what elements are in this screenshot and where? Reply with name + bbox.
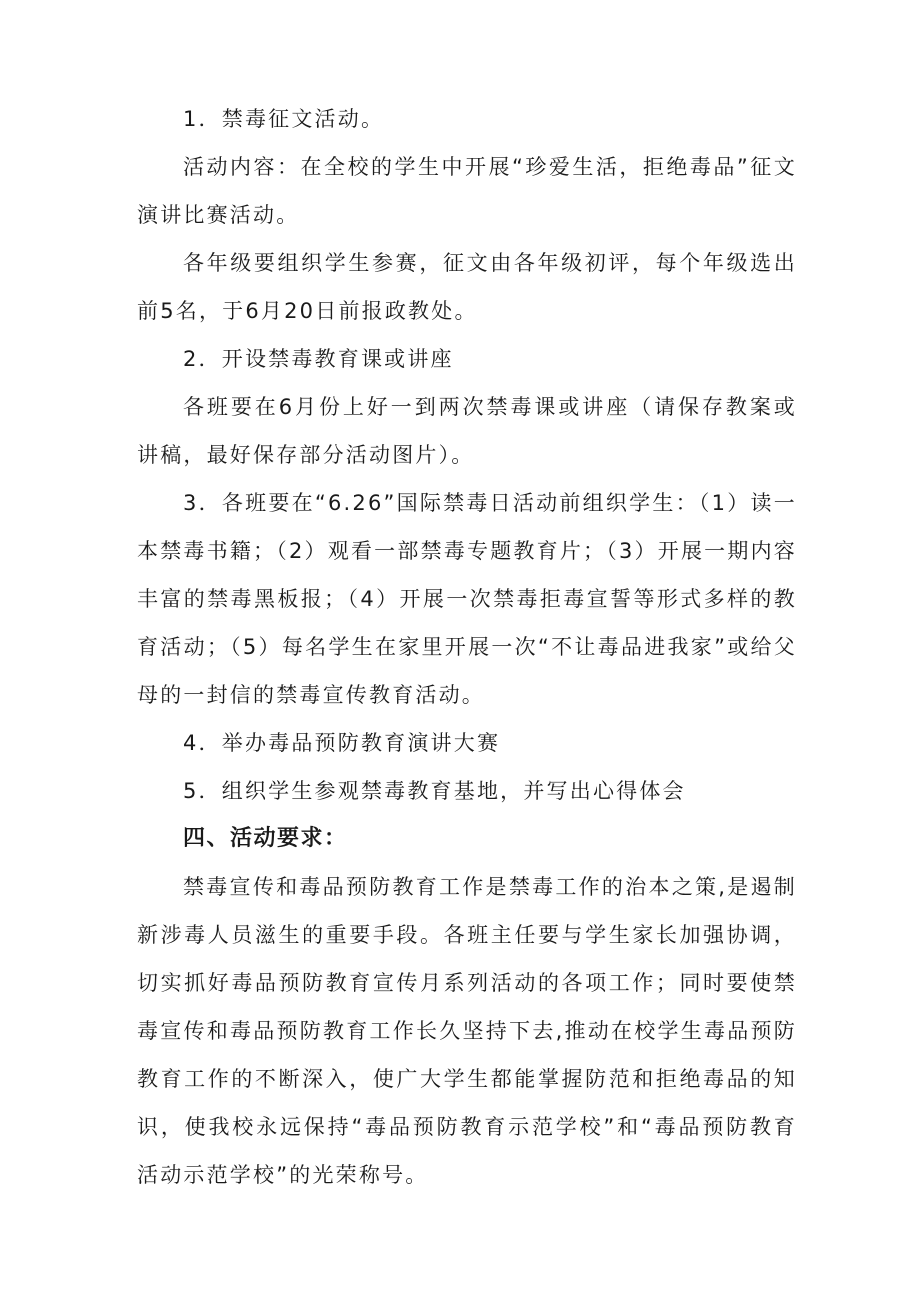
document-body [137, 95, 797, 1199]
list-item-lectures: 2．开设禁毒教育课或讲座 [183, 347, 454, 371]
list-item-essay-contest: 1．禁毒征文活动。 [183, 107, 385, 131]
paragraph-activity-content: 活动内容：在全校的学生中开展“珍爱生活，拒绝毒品”征文演讲比赛活动。 [137, 155, 797, 227]
paragraph-requirements: 禁毒宣传和毒品预防教育工作是禁毒工作的治本之策,是遏制新涉毒人员滋生的重要手段。各班主任要与学生家长加强协调，切实抓好毒品预防教育宣传月系列活动的各项工作；同时要使禁毒宣传和毒品预防教育工作长久坚持下去,推动在校学生毒品预防教育工作的不断深入，使广大学生都能掌握防范和拒绝毒品的知识，使我校永远保持“毒品预防教育示范学校”和“毒品预防教育活动示范学校”的光荣称号。 [137, 875, 797, 1187]
section-heading-requirements: 四、活动要求： [183, 826, 348, 851]
paragraph-lecture-details: 各班要在6月份上好一到两次禁毒课或讲座（请保存教案或讲稿，最好保存部分活动图片）。 [137, 395, 797, 467]
list-item-speech-contest: 4．举办毒品预防教育演讲大赛 [183, 731, 501, 755]
paragraph-grade-selection: 各年级要组织学生参赛，征文由各年级初评，每个年级选出前5名，于6月20日前报政教处。 [137, 251, 797, 323]
list-item-anti-drug-day: 3．各班要在“6.26”国际禁毒日活动前组织学生：（1）读一本禁毒书籍；（2）观看一部禁毒专题教育片；（3）开展一期内容丰富的禁毒黑板报；（4）开展一次禁毒拒毒宣誓等形式多样的教育活动；（5）每名学生在家里开展一次“不让毒品进我家”或给父母的一封信的禁毒宣传教育活动。 [137, 491, 797, 707]
list-item-base-visit: 5．组织学生参观禁毒教育基地，并写出心得体会 [183, 779, 686, 803]
